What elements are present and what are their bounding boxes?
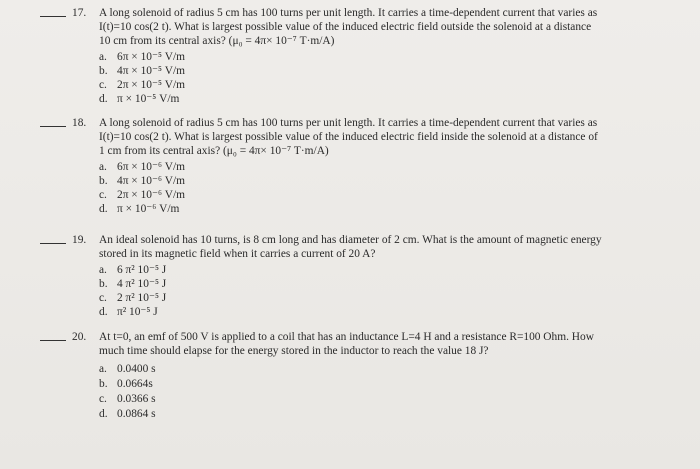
answer-blank [40,340,66,341]
option-text: 2π × 10⁻⁶ V/m [117,189,186,201]
option-letter: b. [99,378,108,390]
option-d [99,202,179,216]
question-number: 19. [72,234,87,246]
option-a [99,160,185,174]
option-d [99,407,156,421]
option-b [99,377,153,391]
answer-blank [40,243,66,244]
option-b [99,174,185,188]
option-text: 0.0664s [117,378,153,390]
option-letter: c. [99,292,107,304]
option-d [99,92,179,106]
option-letter: a. [99,264,107,276]
question-stem: A long solenoid of radius 5 cm has 100 turns per unit length. It carries a time-dependent current that varies as I(t)=10 cos(2 t). What is largest possible value of the induced electric field inside the solenoid at a distance of 1 cm from its central axis? (μ₀ = 4π× 10⁻⁷ T·m/A) [99,117,598,157]
option-letter: b. [99,175,108,187]
option-text: 4π × 10⁻⁶ V/m [117,175,186,187]
option-b [99,277,166,291]
option-c [99,392,156,406]
option-text: 2 π² 10⁻⁵ J [117,292,167,304]
question-number: 20. [72,331,87,343]
option-letter: b. [99,65,108,77]
option-text: 6π × 10⁻⁶ V/m [117,161,186,173]
option-letter: a. [99,161,107,173]
question-number: 18. [72,117,87,129]
answer-blank [40,126,66,127]
option-letter: d. [99,93,108,105]
option-c [99,78,185,92]
option-c [99,188,185,202]
option-c [99,291,166,305]
option-letter: a. [99,363,107,375]
option-text: 0.0864 s [117,408,156,420]
option-letter: c. [99,79,107,91]
option-text: π × 10⁻⁵ V/m [117,93,180,105]
option-text: π² 10⁻⁵ J [117,306,158,318]
option-letter: d. [99,408,108,420]
option-b [99,64,185,78]
option-a [99,50,185,64]
question-stem: An ideal solenoid has 10 turns, is 8 cm long and has diameter of 2 cm. What is the amount of magnetic energy stored in its magnetic field when it carries a current of 20 A? [99,234,602,260]
option-text: 0.0400 s [117,363,156,375]
option-text: 6 π² 10⁻⁵ J [117,264,167,276]
option-text: 4π × 10⁻⁵ V/m [117,65,186,77]
option-text: π × 10⁻⁶ V/m [117,203,180,215]
option-d [99,305,158,319]
option-a [99,263,166,277]
question-stem: A long solenoid of radius 5 cm has 100 turns per unit length. It carries a time-dependent current that varies as I(t)=10 cos(2 t). What is largest possible value of the induced electric field outside the solenoid at a distance 10 cm from its central axis? (μ₀ = 4π× 10⁻⁷ T·m/A) [99,7,598,47]
option-letter: c. [99,393,107,405]
option-text: 4 π² 10⁻⁵ J [117,278,167,290]
option-letter: d. [99,203,108,215]
question-stem: At t=0, an emf of 500 V is applied to a coil that has an inductance L=4 H and a resistance R=100 Ohm. How much time should elapse for the energy stored in the inductor to reach the value 18 J? [99,331,594,357]
option-letter: b. [99,278,108,290]
option-letter: d. [99,306,108,318]
question-number: 17. [72,7,87,19]
option-a [99,362,156,376]
option-letter: a. [99,51,107,63]
option-text: 0.0366 s [117,393,156,405]
option-text: 6π × 10⁻⁵ V/m [117,51,186,63]
option-text: 2π × 10⁻⁵ V/m [117,79,186,91]
answer-blank [40,16,66,17]
option-letter: c. [99,189,107,201]
